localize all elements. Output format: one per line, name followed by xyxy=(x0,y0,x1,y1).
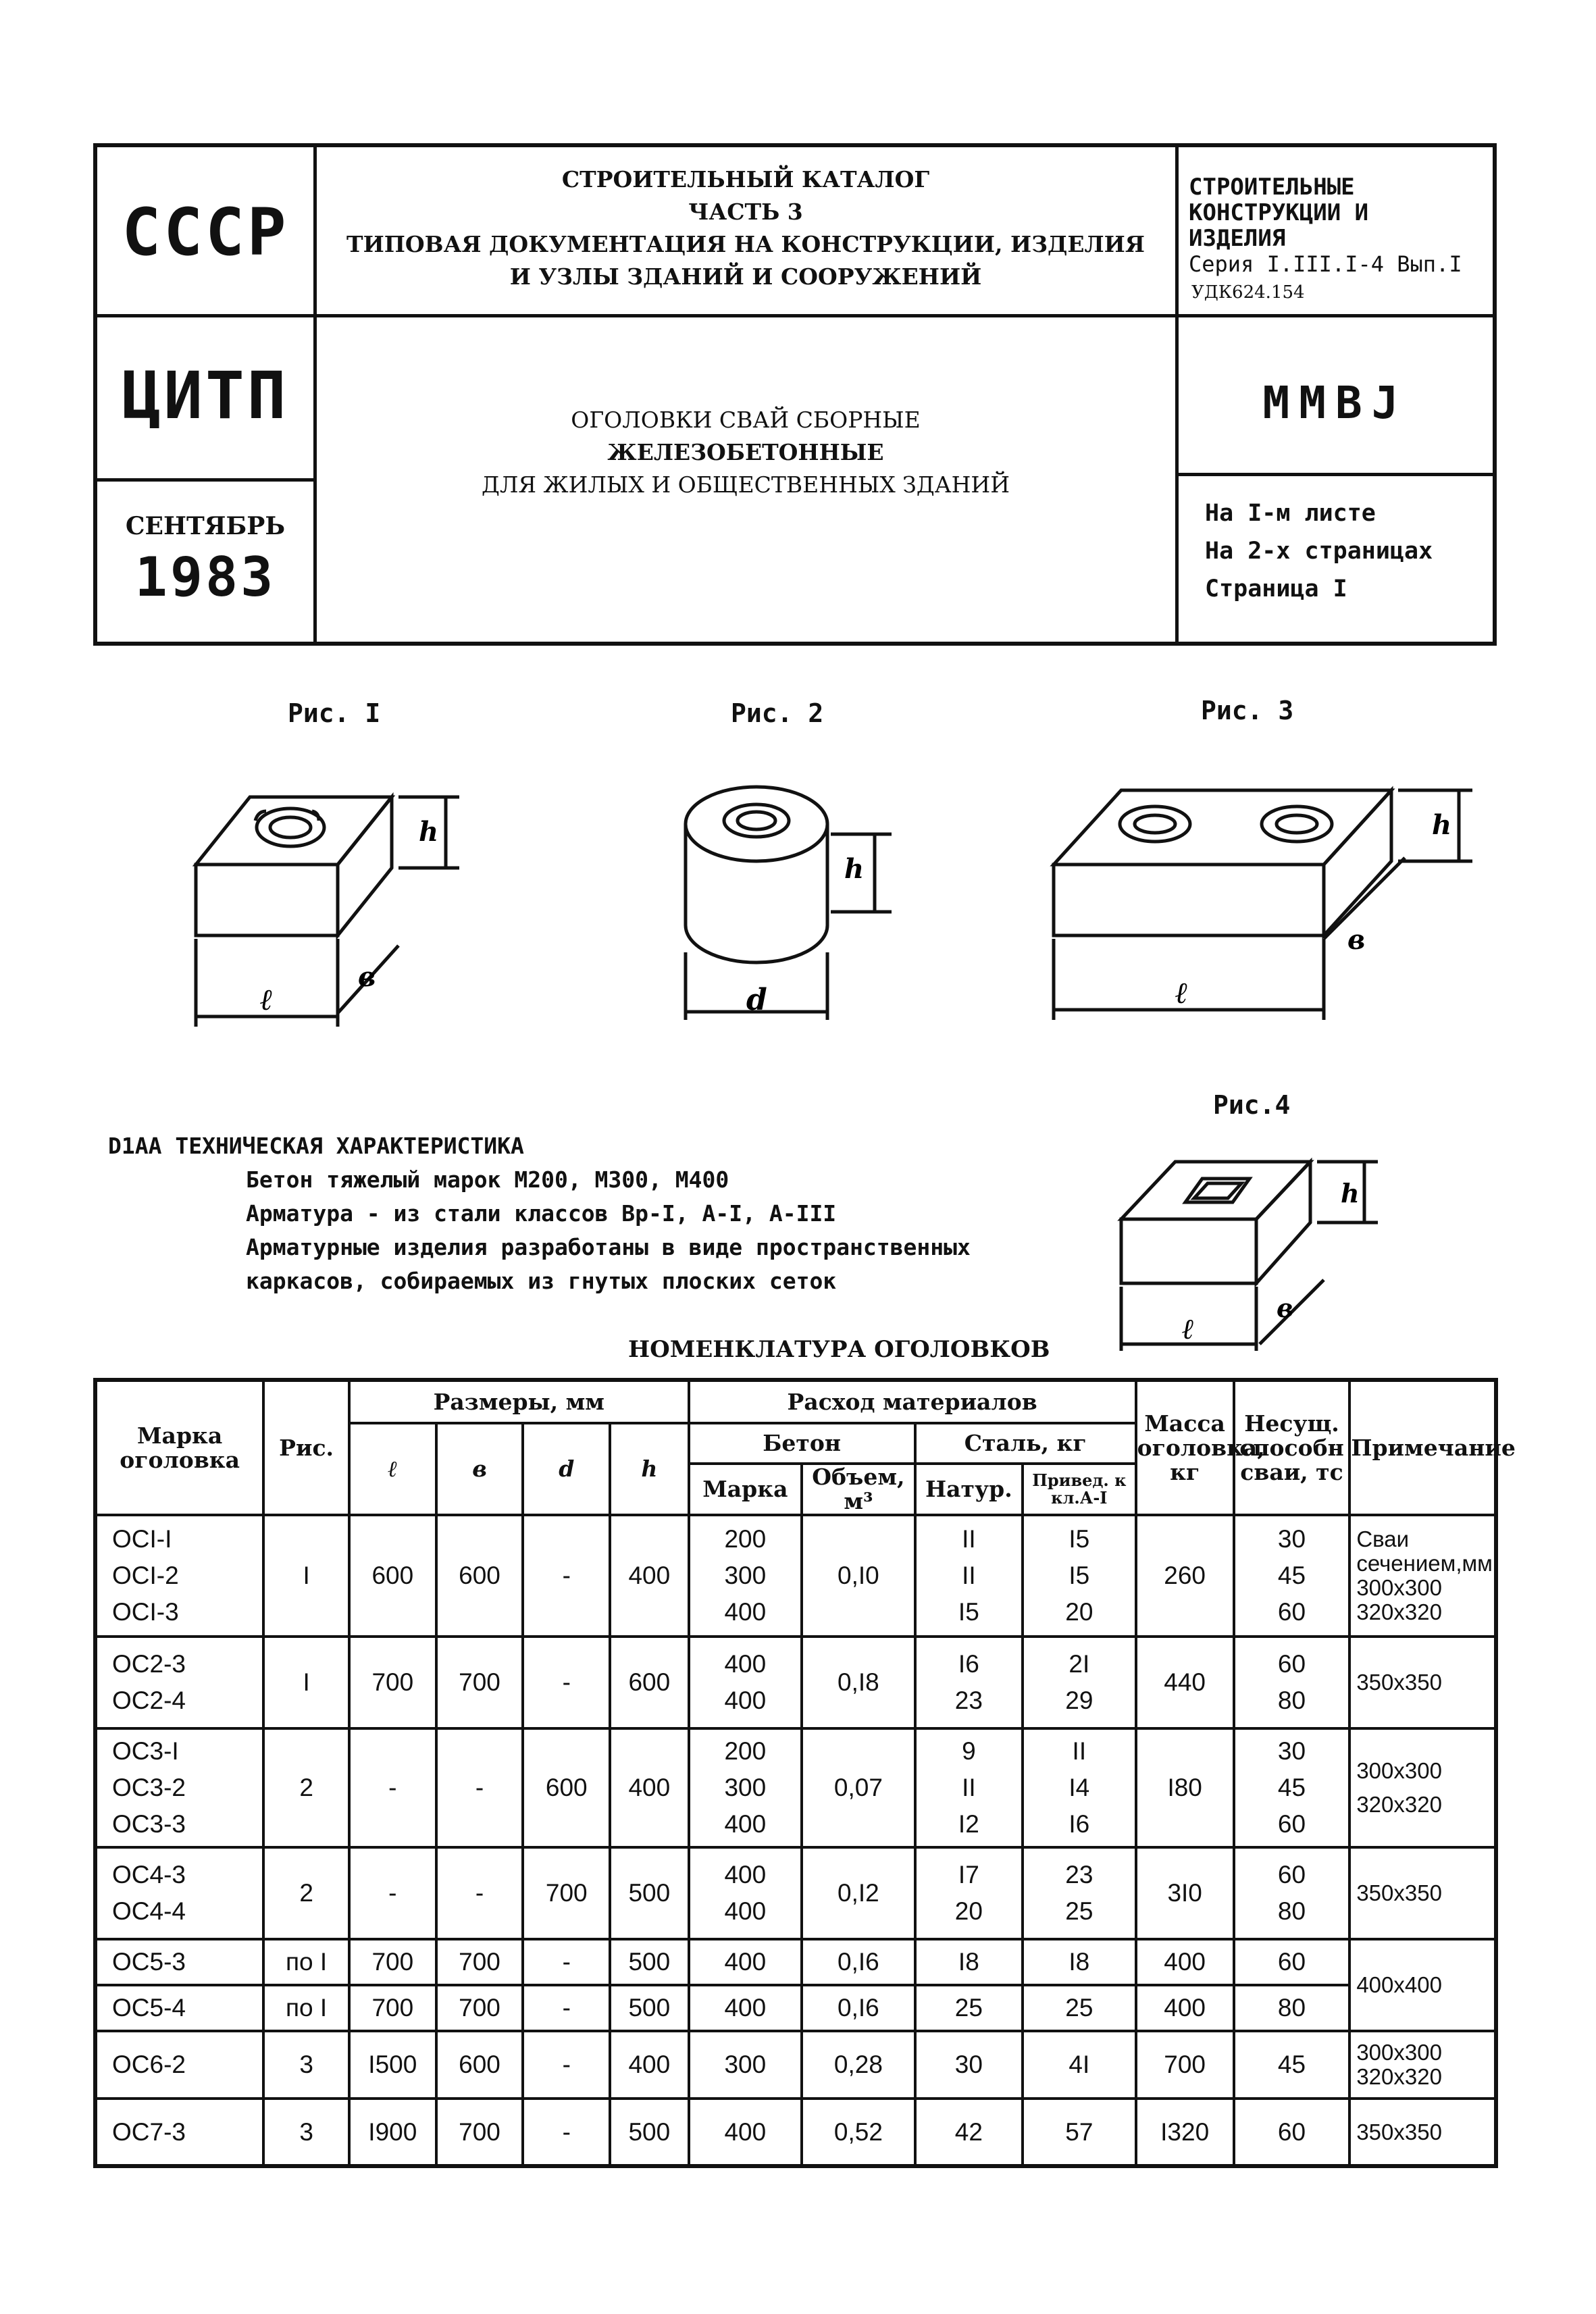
value: I5 xyxy=(958,1598,979,1626)
spec-title: D1AA ТЕХНИЧЕСКАЯ ХАРАКТЕРИСТИКА xyxy=(108,1133,524,1159)
dim-b: в xyxy=(1347,924,1366,956)
value: II xyxy=(962,1525,976,1553)
value: II xyxy=(1072,1737,1087,1765)
note-cell xyxy=(1349,1728,1496,1847)
title-line: ЖЕЛЕЗОБЕТОННЫЕ xyxy=(607,439,884,465)
value: 60 xyxy=(1277,1598,1306,1626)
note-line: 300x300 xyxy=(1356,2040,1442,2065)
fig2-label: Рис. 2 xyxy=(731,698,824,728)
section-heading xyxy=(1189,174,1493,277)
value: 20 xyxy=(1065,1598,1093,1626)
h-cell: 400 xyxy=(610,1728,688,1847)
value: 25 xyxy=(1065,1897,1093,1925)
spec-line: Бетон тяжелый марок М200, М300, М400 xyxy=(246,1166,729,1193)
vol-cell: 0,I0 xyxy=(802,1515,915,1637)
value: 9 xyxy=(962,1737,976,1765)
fig4-drawing xyxy=(1108,1141,1398,1364)
fig-cell: 3 xyxy=(263,2031,349,2099)
vol-cell: 0,I2 xyxy=(802,1847,915,1939)
catalog-line: ТИПОВАЯ ДОКУМЕНТАЦИЯ НА КОНСТРУКЦИИ, ИЗДЕЛИЯ xyxy=(346,231,1145,257)
table-title: НОМЕНКЛАТУРА ОГОЛОВКОВ xyxy=(628,1336,1050,1363)
value: 30 xyxy=(1277,1737,1306,1765)
c-mark-cell xyxy=(689,1728,802,1847)
l-cell: I900 xyxy=(349,2099,436,2166)
mark-cell xyxy=(95,1847,263,1939)
col-materials: Расход материалов xyxy=(689,1380,1136,1423)
mark-value: ОС4-4 xyxy=(112,1897,186,1925)
cap-cell xyxy=(1234,1515,1350,1637)
value: 20 xyxy=(954,1897,983,1925)
fig2-drawing xyxy=(648,750,919,1040)
value: 200 xyxy=(724,1737,767,1765)
l-cell: - xyxy=(349,1728,436,1847)
table-row xyxy=(95,1637,1496,1728)
spec-line: Арматурные изделия разработаны в виде пространственных xyxy=(246,1234,971,1260)
col-concrete: Бетон xyxy=(689,1423,915,1464)
value: I2 xyxy=(958,1810,979,1838)
nat-cell xyxy=(915,1728,1023,1847)
c-mark-cell: 400 xyxy=(689,1985,802,2031)
value: 60 xyxy=(1277,1810,1306,1838)
d-cell: - xyxy=(523,2099,610,2166)
value: 80 xyxy=(1277,1897,1306,1925)
value: 300 xyxy=(724,1774,767,1801)
value: 400 xyxy=(724,1650,767,1678)
note-line: 320x320 xyxy=(1356,2064,1442,2089)
value: I5 xyxy=(1069,1525,1090,1553)
nat-cell: 42 xyxy=(915,2099,1023,2166)
pages-info xyxy=(1205,494,1433,608)
value: I6 xyxy=(1069,1810,1090,1838)
c-mark-cell: 300 xyxy=(689,2031,802,2099)
dim-h: h xyxy=(1341,1178,1360,1208)
b-cell: 600 xyxy=(436,1515,523,1637)
pages-line: На 2-х страницах xyxy=(1205,538,1433,565)
h-cell: 500 xyxy=(610,2099,688,2166)
mass-cell: 3I0 xyxy=(1136,1847,1234,1939)
mark-value: ОС3-2 xyxy=(112,1774,186,1801)
fig-cell: 2 xyxy=(263,1728,349,1847)
month-label: СЕНТЯБРЬ xyxy=(125,512,286,540)
d-cell: - xyxy=(523,1985,610,2031)
note-cell: 350x350 xyxy=(1349,2099,1496,2166)
divider xyxy=(97,314,1493,317)
value: I7 xyxy=(958,1861,979,1888)
l-cell: I500 xyxy=(349,2031,436,2099)
value: 45 xyxy=(1277,1562,1306,1589)
col-b: в xyxy=(436,1423,523,1515)
c-mark-cell: 400 xyxy=(689,2099,802,2166)
vol-cell: 0,07 xyxy=(802,1728,915,1847)
spec-line: Арматура - из стали классов Вр-I, А-I, А-III xyxy=(246,1200,837,1227)
mark-cell xyxy=(95,1637,263,1728)
value: 300 xyxy=(724,1562,767,1589)
b-cell: 700 xyxy=(436,1939,523,1985)
c-mark-cell: 400 xyxy=(689,1939,802,1985)
value: 400 xyxy=(724,1897,767,1925)
cap-cell xyxy=(1234,1847,1350,1939)
table-row xyxy=(95,1728,1496,1847)
note-line: 350x350 xyxy=(1356,1670,1442,1695)
nat-cell xyxy=(915,1637,1023,1728)
dim-l: ℓ xyxy=(260,983,273,1017)
red-cell: 4I xyxy=(1023,2031,1136,2099)
red-cell: 25 xyxy=(1023,1985,1136,2031)
pages-line: На I-м листе xyxy=(1205,500,1376,527)
note-line: 320x320 xyxy=(1356,1792,1442,1817)
dim-d: d xyxy=(746,983,767,1017)
dim-l: ℓ xyxy=(1182,1312,1194,1345)
col-h: h xyxy=(610,1423,688,1515)
mark-cell: ОС7-3 xyxy=(95,2099,263,2166)
l-cell: 700 xyxy=(349,1985,436,2031)
mark-cell xyxy=(95,1515,263,1637)
mark-cell: ОС6-2 xyxy=(95,2031,263,2099)
vol-cell: 0,I8 xyxy=(802,1637,915,1728)
col-capacity: Несущ. способн сваи, тс xyxy=(1234,1380,1350,1515)
nat-cell xyxy=(915,1515,1023,1637)
mass-cell: I80 xyxy=(1136,1728,1234,1847)
red-cell xyxy=(1023,1515,1136,1637)
cap-cell xyxy=(1234,1728,1350,1847)
red-cell xyxy=(1023,1847,1136,1939)
c-mark-cell xyxy=(689,1515,802,1637)
nat-cell: 25 xyxy=(915,1985,1023,2031)
value: 30 xyxy=(1277,1525,1306,1553)
value: 60 xyxy=(1277,1650,1306,1678)
mark-value: ОС3-3 xyxy=(112,1810,186,1838)
col-d: d xyxy=(523,1423,610,1515)
h-cell: 500 xyxy=(610,1847,688,1939)
cap-cell: 60 xyxy=(1234,1939,1350,1985)
mass-cell: 700 xyxy=(1136,2031,1234,2099)
document-title xyxy=(320,404,1171,501)
c-mark-cell xyxy=(689,1637,802,1728)
nomenclature-table xyxy=(93,1378,1516,2168)
fig1-drawing xyxy=(176,756,500,1040)
mark-cell: ОС5-4 xyxy=(95,1985,263,2031)
mark-value: ОС3-I xyxy=(112,1737,179,1765)
catalog-line: СТРОИТЕЛЬНЫЙ КАТАЛОГ xyxy=(561,166,930,192)
cap-cell: 60 xyxy=(1234,2099,1350,2166)
col-sizes: Размеры, мм xyxy=(349,1380,689,1423)
value: 2I xyxy=(1069,1650,1090,1678)
mass-cell: 440 xyxy=(1136,1637,1234,1728)
dim-h: h xyxy=(1432,809,1452,841)
b-cell: - xyxy=(436,1728,523,1847)
fig-cell: 3 xyxy=(263,2099,349,2166)
section-line: ИЗДЕЛИЯ xyxy=(1189,225,1286,252)
note-cell: 400x400 xyxy=(1349,1939,1496,2031)
title-line: ОГОЛОВКИ СВАЙ СБОРНЫЕ xyxy=(571,407,921,433)
cap-cell: 80 xyxy=(1234,1985,1350,2031)
table-row xyxy=(95,1939,1496,1985)
value: 400 xyxy=(724,1861,767,1888)
value: 23 xyxy=(1065,1861,1093,1888)
mass-cell: I320 xyxy=(1136,2099,1234,2166)
dim-h: h xyxy=(844,853,865,885)
d-cell: - xyxy=(523,1637,610,1728)
value: 400 xyxy=(724,1598,767,1626)
udk-label: УДК624.154 xyxy=(1191,282,1305,303)
document-code: ММВЈ xyxy=(1262,377,1408,429)
mark-value: ОС2-4 xyxy=(112,1687,186,1714)
col-mass: Масса оголовка, кг xyxy=(1136,1380,1234,1515)
pages-line: Страница I xyxy=(1205,575,1347,602)
divider xyxy=(313,147,317,642)
c-mark-cell xyxy=(689,1847,802,1939)
fig-cell: по I xyxy=(263,1939,349,1985)
note-line: 300x300 xyxy=(1356,1575,1442,1600)
mark-cell: ОС5-3 xyxy=(95,1939,263,1985)
red-cell: I8 xyxy=(1023,1939,1136,1985)
col-s-red: Привед. к кл.А-I xyxy=(1023,1464,1136,1515)
nat-cell xyxy=(915,1847,1023,1939)
value: II xyxy=(962,1562,976,1589)
mass-cell: 400 xyxy=(1136,1985,1234,2031)
d-cell: - xyxy=(523,1939,610,1985)
value: I6 xyxy=(958,1650,979,1678)
title-line: ДЛЯ ЖИЛЫХ И ОБЩЕСТВЕННЫХ ЗДАНИЙ xyxy=(482,471,1010,498)
fig-cell: по I xyxy=(263,1985,349,2031)
red-cell: 57 xyxy=(1023,2099,1136,2166)
l-cell: - xyxy=(349,1847,436,1939)
value: I5 xyxy=(1069,1562,1090,1589)
note-line: Сваи сечением,мм xyxy=(1356,1526,1493,1576)
col-fig: Рис. xyxy=(263,1380,349,1515)
note-cell xyxy=(1349,2031,1496,2099)
fig-cell: 2 xyxy=(263,1847,349,1939)
table-row xyxy=(95,1985,1496,2031)
value: I4 xyxy=(1069,1774,1090,1801)
b-cell: 700 xyxy=(436,1985,523,2031)
value: 200 xyxy=(724,1525,767,1553)
dim-b: в xyxy=(1277,1293,1293,1323)
note-cell xyxy=(1349,1847,1496,1939)
mass-cell: 400 xyxy=(1136,1939,1234,1985)
mass-cell: 260 xyxy=(1136,1515,1234,1637)
col-l: ℓ xyxy=(349,1423,436,1515)
fig3-label: Рис. 3 xyxy=(1201,696,1294,725)
catalog-line: И УЗЛЫ ЗДАНИЙ И СООРУЖЕНИЙ xyxy=(509,263,982,290)
l-cell: 700 xyxy=(349,1939,436,1985)
table-row xyxy=(95,1847,1496,1939)
note-line: 300x300 xyxy=(1356,1758,1442,1783)
section-line: КОНСТРУКЦИИ И xyxy=(1189,199,1369,226)
spec-line: каркасов, собираемых из гнутых плоских сеток xyxy=(246,1268,837,1294)
vol-cell: 0,28 xyxy=(802,2031,915,2099)
fig-cell: I xyxy=(263,1515,349,1637)
col-mark: Марка оголовка xyxy=(95,1380,263,1515)
value: 23 xyxy=(954,1687,983,1714)
vol-cell: 0,I6 xyxy=(802,1939,915,1985)
col-c-vol: Объем, м³ xyxy=(802,1464,915,1515)
dim-b: в xyxy=(358,961,376,993)
table-row xyxy=(95,2099,1496,2166)
mark-value: ОСI-3 xyxy=(112,1598,179,1626)
note-cell xyxy=(1349,1515,1496,1637)
h-cell: 600 xyxy=(610,1637,688,1728)
red-cell xyxy=(1023,1637,1136,1728)
table-row xyxy=(95,1515,1496,1637)
col-c-mark: Марка xyxy=(689,1464,802,1515)
catalog-line: ЧАСТЬ 3 xyxy=(688,199,803,225)
b-cell: 700 xyxy=(436,2099,523,2166)
note-line: 350x350 xyxy=(1356,1880,1442,1905)
mark-value: ОС2-3 xyxy=(112,1650,186,1678)
table-row xyxy=(95,2031,1496,2099)
value: 29 xyxy=(1065,1687,1093,1714)
header-block xyxy=(93,143,1497,646)
value: II xyxy=(962,1774,976,1801)
b-cell: - xyxy=(436,1847,523,1939)
value: 45 xyxy=(1277,1774,1306,1801)
l-cell: 700 xyxy=(349,1637,436,1728)
b-cell: 600 xyxy=(436,2031,523,2099)
fig3-drawing xyxy=(1040,777,1526,1033)
d-cell: - xyxy=(523,2031,610,2099)
country-label: СССР xyxy=(122,195,289,270)
dim-l: ℓ xyxy=(1175,976,1188,1010)
fig1-label: Рис. I xyxy=(288,698,381,728)
catalog-heading xyxy=(320,163,1171,293)
note-line: 320x320 xyxy=(1356,1599,1442,1624)
mark-cell xyxy=(95,1728,263,1847)
cap-cell xyxy=(1234,1637,1350,1728)
col-s-nat: Натур. xyxy=(915,1464,1023,1515)
divider xyxy=(1177,473,1493,476)
divider xyxy=(97,478,315,482)
h-cell: 500 xyxy=(610,1939,688,1985)
d-cell: 700 xyxy=(523,1847,610,1939)
fig4-label: Рис.4 xyxy=(1213,1090,1291,1120)
col-steel: Сталь, кг xyxy=(915,1423,1136,1464)
mark-value: ОСI-2 xyxy=(112,1562,179,1589)
note-cell xyxy=(1349,1637,1496,1728)
spec-body xyxy=(246,1163,971,1298)
vol-cell: 0,I6 xyxy=(802,1985,915,2031)
fig-cell: I xyxy=(263,1637,349,1728)
red-cell xyxy=(1023,1728,1136,1847)
nat-cell: I8 xyxy=(915,1939,1023,1985)
d-cell: - xyxy=(523,1515,610,1637)
series-label: Серия I.III.I-4 Вып.I xyxy=(1189,251,1462,277)
dim-h: h xyxy=(419,816,439,848)
value: 80 xyxy=(1277,1687,1306,1714)
nat-cell: 30 xyxy=(915,2031,1023,2099)
b-cell: 700 xyxy=(436,1637,523,1728)
mark-value: ОС4-3 xyxy=(112,1861,186,1888)
h-cell: 400 xyxy=(610,2031,688,2099)
value: 400 xyxy=(724,1810,767,1838)
col-note: Примечание xyxy=(1349,1380,1496,1515)
l-cell: 600 xyxy=(349,1515,436,1637)
value: 60 xyxy=(1277,1861,1306,1888)
value: 400 xyxy=(724,1687,767,1714)
h-cell: 400 xyxy=(610,1515,688,1637)
year-label: 1983 xyxy=(134,546,276,609)
mark-value: ОСI-I xyxy=(112,1525,172,1553)
vol-cell: 0,52 xyxy=(802,2099,915,2166)
d-cell: 600 xyxy=(523,1728,610,1847)
h-cell: 500 xyxy=(610,1985,688,2031)
section-line: СТРОИТЕЛЬНЫЕ xyxy=(1189,174,1355,201)
agency-label: ЦИТП xyxy=(122,358,289,434)
cap-cell: 45 xyxy=(1234,2031,1350,2099)
